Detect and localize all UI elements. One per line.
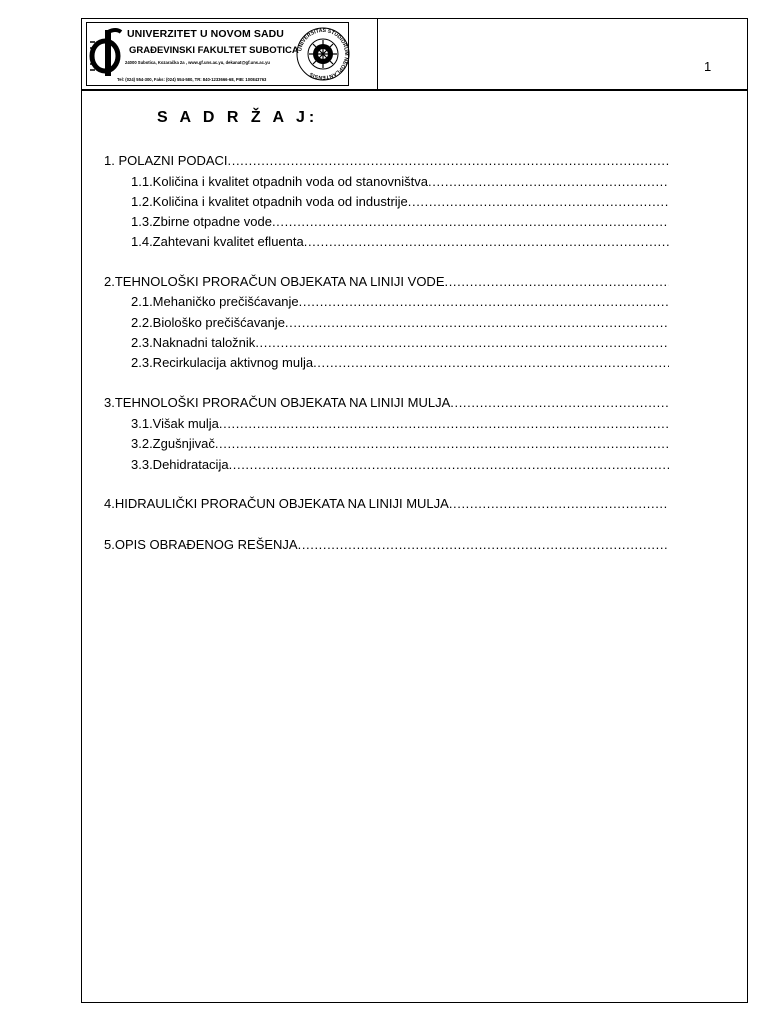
toc-entry-label: 4.HIDRAULIČKI PRORAČUN OBJEKATA NA LINIJI MULJA xyxy=(104,496,449,511)
dot-leader xyxy=(445,274,670,290)
toc-entry-label: 5.OPIS OBRAĐENOG REŠENJA xyxy=(104,537,298,552)
toc-entry-label: 3.TEHNOLOŠKI PRORAČUN OBJEKATA NA LINIJI MULJA xyxy=(104,395,451,410)
toc-entry-label: 3.2.Zgušnjivač xyxy=(131,436,215,451)
dot-leader xyxy=(215,436,669,452)
toc-entry xyxy=(104,274,669,290)
toc-entry xyxy=(104,537,669,553)
faculty-address: 24000 Subotica, Kozaračka 2a , www.gf.uns.ac.yu, dekanat@gf.uns.ac.yu xyxy=(125,60,270,65)
dot-leader xyxy=(228,153,669,169)
toc-entry-label: 2.1.Mehaničko prečišćavanje xyxy=(131,294,299,309)
toc-entry-label: 1.1.Količina i kvalitet otpadnih voda od stanovništva xyxy=(131,174,429,189)
toc-entry xyxy=(131,315,669,331)
toc-entry-label: 1.2.Količina i kvalitet otpadnih voda od industrije xyxy=(131,194,408,209)
faculty-logo-icon xyxy=(88,26,126,78)
toc-entry-label: 2.3.Recirkulacija aktivnog mulja xyxy=(131,355,314,370)
toc-entry xyxy=(131,194,669,210)
university-name: UNIVERZITET U NOVOM SADU xyxy=(127,28,284,40)
dot-leader xyxy=(255,335,669,351)
toc-entry xyxy=(131,355,669,371)
toc-entry-label: 1.4.Zahtevani kvalitet efluenta xyxy=(131,234,304,249)
dot-leader xyxy=(219,416,669,432)
toc-entry-label: 3.3.Dehidratacija xyxy=(131,457,229,472)
toc-entry-label: 2.3.Naknadni taložnik xyxy=(131,335,256,350)
dot-leader xyxy=(229,457,669,473)
toc-entry-label: 2.TEHNOLOŠKI PRORAČUN OBJEKATA NA LINIJI VODE xyxy=(104,274,445,289)
toc-entry xyxy=(104,395,669,411)
toc-entry xyxy=(131,214,669,230)
toc-entry xyxy=(104,496,669,512)
dot-leader xyxy=(408,194,669,210)
toc-entry-label: 1.3.Zbirne otpadne vode xyxy=(131,214,272,229)
institution-logo-block xyxy=(86,22,349,86)
dot-leader xyxy=(299,294,669,310)
toc-entry xyxy=(131,234,669,250)
toc-entry-label: 2.2.Biološko prečišćavanje xyxy=(131,315,285,330)
toc-entry-label: 3.1.Višak mulja xyxy=(131,416,219,431)
toc-entry-label: 1. POLAZNI PODACI xyxy=(104,153,228,168)
dot-leader xyxy=(304,234,669,250)
dot-leader xyxy=(313,355,669,371)
toc-entry xyxy=(131,436,669,452)
toc-title: S A D R Ž A J: xyxy=(157,109,319,126)
header-divider xyxy=(377,19,378,90)
faculty-contact: Tel: (024) 554-300, Faks: (024) 554-580, TR: 840-1233666-68, PIB: 100843763 xyxy=(117,77,267,82)
svg-text:UNIVERSITAS STUDIORUM NEOPLANT: UNIVERSITAS STUDIORUM NEOPLANTENSIS xyxy=(297,27,350,81)
dot-leader xyxy=(449,496,669,512)
dot-leader xyxy=(428,174,669,190)
faculty-name: GRAĐEVINSKI FAKULTET SUBOTICA xyxy=(129,45,299,56)
toc-entry xyxy=(131,416,669,432)
dot-leader xyxy=(298,537,669,553)
dot-leader xyxy=(272,214,669,230)
dot-leader xyxy=(450,395,669,411)
dot-leader xyxy=(285,315,669,331)
university-seal-icon xyxy=(295,26,351,82)
page-number: 1 xyxy=(704,59,712,74)
toc-entry xyxy=(131,174,669,190)
toc-entry xyxy=(131,294,669,310)
toc-entry xyxy=(131,335,669,351)
page-header xyxy=(81,18,748,91)
toc-entry xyxy=(104,153,669,169)
toc-entry xyxy=(131,457,669,473)
